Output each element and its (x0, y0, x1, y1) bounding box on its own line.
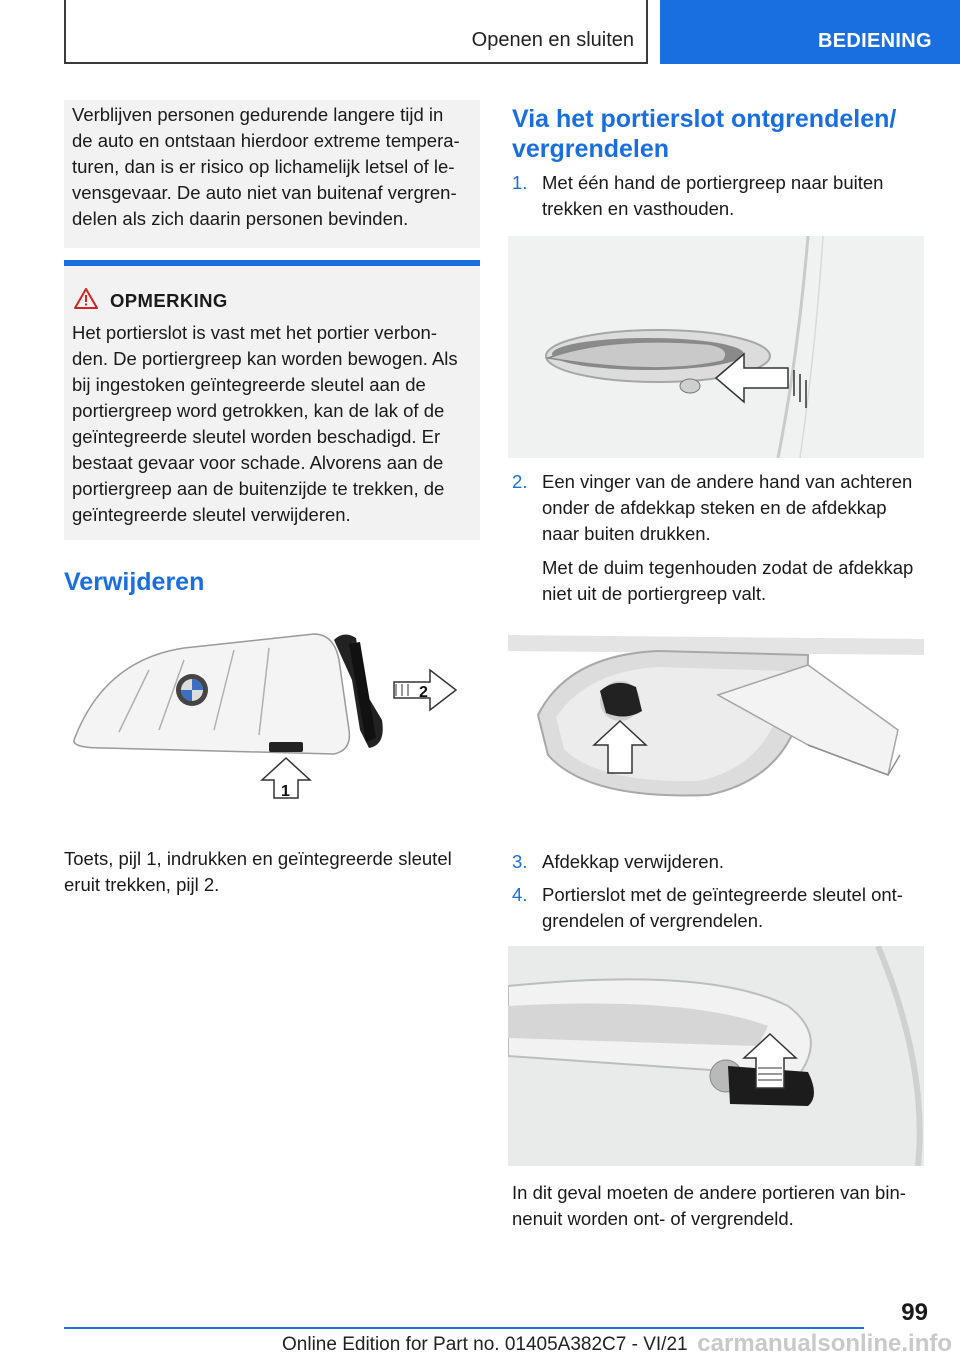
text-line: Afdekkap verwijderen. (542, 851, 725, 872)
step-text (542, 469, 932, 607)
heading-line: Via het portierslot ontgrendelen/ (512, 105, 897, 133)
text-line: trekken en vasthouden. (542, 198, 735, 219)
text-line: de auto en ontstaan hierdoor extreme tempera- (72, 130, 460, 151)
footer-divider (64, 1327, 864, 1329)
text-line: geïntegreerde sleutel worden beschadigd. Er (72, 426, 441, 447)
key-lock-illustration (508, 946, 924, 1166)
cover-illustration (508, 625, 924, 827)
step-text (542, 849, 932, 875)
text-line: bij ingestoken geïntegreerde sleutel aan de (72, 374, 426, 395)
text-line: onder de afdekkap steken en de afdekkap (542, 497, 887, 518)
text-line: Portierslot met de geïntegreerde sleutel ont- (542, 884, 903, 905)
key-fob-illustration (64, 620, 480, 810)
text-line: Met de duim tegenhouden zodat de afdekkap (542, 557, 914, 578)
text-line: eruit trekken, pijl 2. (64, 874, 220, 895)
text-line: turen, dan is er risico op lichamelijk letsel of le- (72, 156, 455, 177)
step-number: 4. (512, 884, 528, 905)
arrow-label-1: 1 (281, 783, 290, 800)
notice-box (64, 260, 480, 540)
step-number: 2. (512, 471, 528, 492)
key-removal-caption (64, 846, 480, 898)
notice-text (72, 320, 476, 528)
section-heading-remove: Verwijderen (64, 568, 205, 596)
step-number: 3. (512, 851, 528, 872)
edition-text: Online Edition for Part no. 01405A382C7 - VI/21 (282, 1334, 688, 1355)
text-line: Het portierslot is vast met het portier verbon- (72, 322, 438, 343)
lock-cover-illustration (508, 625, 924, 827)
text-line: den. De portiergreep kan worden bewogen. Als (72, 348, 458, 369)
text-line: bestaat gevaar voor schade. Alvorens aan de (72, 452, 444, 473)
text-line: niet uit de portiergreep valt. (542, 583, 767, 604)
closing-text (512, 1180, 932, 1232)
warning-continuation-text (72, 102, 476, 232)
chapter-tab[interactable] (660, 0, 960, 64)
warning-triangle-icon (74, 287, 98, 311)
text-line: portiergreep word getrokken, kan de lak of de (72, 400, 445, 421)
step-text (542, 882, 932, 934)
text-line: naar buiten drukken. (542, 523, 711, 544)
section-title: Openen en sluiten (471, 29, 634, 51)
chapter-label: BEDIENING (818, 30, 932, 52)
text-line: delen als zich daarin personen bevinden. (72, 208, 409, 229)
step-number: 1. (512, 172, 528, 193)
arrow-label-2: 2 (419, 684, 428, 701)
watermark: carmanualsonline.info (697, 1330, 952, 1357)
text-line: Verblijven personen gedurende langere tijd in (72, 104, 444, 125)
text-line: Een vinger van de andere hand van achteren (542, 471, 913, 492)
key-removal-illustration (64, 620, 480, 810)
text-line: geïntegreerde sleutel verwijderen. (72, 504, 351, 525)
step-text (542, 170, 932, 222)
page-number: 99 (901, 1299, 928, 1326)
text-line: Toets, pijl 1, indrukken en geïntegreerde sleutel (64, 848, 452, 869)
heading-line: vergrendelen (512, 135, 670, 163)
section-heading-door-lock (512, 104, 896, 164)
door-handle-illustration (508, 236, 924, 458)
notice-title: OPMERKING (110, 290, 228, 311)
text-line: portiergreep aan de buitenzijde te trekken, de (72, 478, 445, 499)
text-line: Met één hand de portiergreep naar buiten (542, 172, 884, 193)
text-line: grendelen of vergrendelen. (542, 910, 764, 931)
warning-continuation-box (64, 100, 480, 248)
text-line: In dit geval moeten de andere portieren van bin- (512, 1182, 906, 1203)
key-in-lock-illustration (508, 946, 924, 1166)
text-line: vensgevaar. De auto niet van buitenaf vergren- (72, 182, 457, 203)
door-handle-pull-illustration (508, 236, 924, 458)
text-line: nenuit worden ont- of vergrendeld. (512, 1208, 794, 1229)
